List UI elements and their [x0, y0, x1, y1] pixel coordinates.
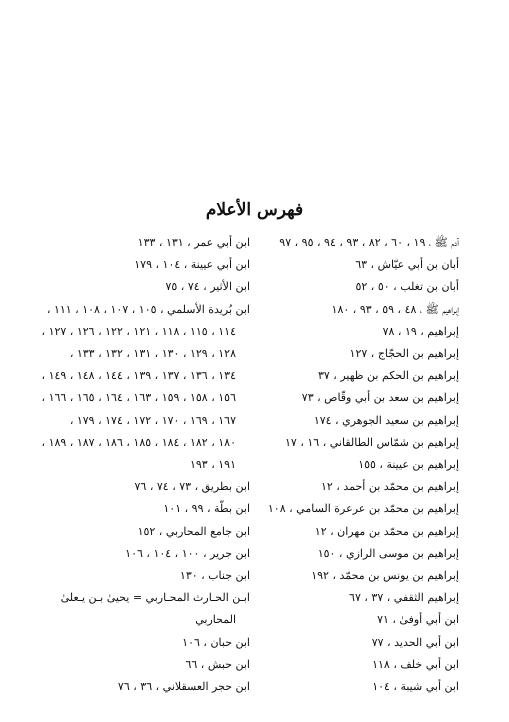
index-entry: ابن جامع المحاربي ، ١٥٢	[137, 524, 250, 538]
index-entry: إبراهيم بن يونس بن محمّد ، ١٩٢	[311, 569, 459, 583]
index-entry: ابن بطّة ، ٩٩ ، ١٠١	[163, 502, 250, 516]
index-entry: أبان بن أبي عيّاش ، ٦٣	[355, 258, 459, 272]
index-entry-continuation: ١٢٨ ، ١٢٩ ، ١٣٠ ، ١٣١ ، ١٣٢ ، ١٣٣ ،	[69, 347, 236, 361]
index-entry: إبراهيم بن محمّد بن عرعرة السامي ، ١٠٨	[267, 502, 459, 516]
index-entry: ابن جرير ، ١٠٠ ، ١٠٤ ، ١٠٦	[125, 546, 250, 560]
index-entry: آدم ﷺ ، ١٩ ، ٦٠ ، ٨٢ ، ٩٣ ، ٩٤ ، ٩٥ ، ٩٧	[279, 236, 459, 249]
index-entry: إبراهيم ﷺ ، ٤٨ ، ٥٩ ، ٩٣ ، ١٨٠	[331, 302, 459, 316]
index-entry-continuation: ١٩١ ، ١٩٣	[189, 458, 236, 472]
index-entry: إبراهيم بن محمّد بن مهران ، ١٢	[314, 524, 459, 538]
index-entry-continuation: ١١٤ ، ١١٥ ، ١١٨ ، ١٢١ ، ١٢٢ ، ١٢٦ ، ١٢٧ ،	[41, 324, 236, 338]
index-entry: ابن أبي أوفىٰ ، ٧١	[377, 613, 459, 627]
index-entry: إبراهيم الثقفي ، ٣٧ ، ٦٧	[349, 591, 459, 605]
index-entry-continuation: ١٣٤ ، ١٣٦ ، ١٣٧ ، ١٣٩ ، ١٤٤ ، ١٤٨ ، ١٤٩ ،	[41, 369, 236, 383]
index-entry: ابن أبي شيبة ، ١٠٤	[372, 680, 459, 694]
index-entry: ابن الأثير ، ٧٤ ، ٧٥	[165, 280, 250, 294]
index-entry: إبراهيم بن سعيد الجوهري ، ١٧٤	[313, 413, 459, 427]
index-entry: ابن أبي عمر ، ١٣١ ، ١٣٣	[137, 236, 250, 249]
index-entry: ابن حبش ، ٦٦	[185, 657, 250, 671]
index-entry: ابن بُريدة الأسلمي ، ١٠٥ ، ١٠٧ ، ١٠٨ ، ١١١ ،	[46, 302, 250, 316]
index-entry-continuation: ١٦٧ ، ١٦٩ ، ١٧٠ ، ١٧٢ ، ١٧٤ ، ١٧٩ ،	[69, 413, 236, 427]
index-entry: ابن بطريق ، ٧٣ ، ٧٤ ، ٧٦	[134, 480, 250, 494]
index-entry: ابن حجر العسقلاني ، ٣٦ ، ٧٦	[117, 680, 250, 694]
index-entry: ابن جناب ، ١٣٠	[179, 569, 250, 583]
index-entry: ابـن الحـارث المحـاربي = يحيىٰ بـن يـعلىٰ	[60, 591, 250, 605]
index-entry: ابن أبي الحديد ، ٧٧	[371, 635, 459, 649]
index-entry: إبراهيم بن الحجّاج ، ١٢٧	[349, 347, 459, 361]
index-entry: إبراهيم بن محمّد بن أحمد ، ١٢	[320, 480, 459, 494]
index-column-right	[254, 232, 459, 698]
index-entry: إبراهيم ، ١٩ ، ٧٨	[382, 324, 459, 338]
index-entry: أبان بن تغلب ، ٥٠ ، ٥٢	[355, 280, 459, 294]
index-entry: ابن حبان ، ١٠٦	[182, 635, 250, 649]
index-column-left	[20, 232, 250, 698]
index-entry-continuation: ١٨٠ ، ١٨٢ ، ١٨٤ ، ١٨٥ ، ١٨٦ ، ١٨٧ ، ١٨٩ ،	[41, 435, 236, 449]
index-entry: إبراهيم بن عيينة ، ١٥٥	[358, 458, 459, 472]
index-entry: إبراهيم بن شمّاس الطالقاني ، ١٦ ، ١٧	[285, 435, 459, 449]
index-entry-continuation: المحاربي	[195, 613, 236, 627]
index-entry: إبراهيم بن الحكم بن ظهير ، ٣٧	[317, 369, 459, 383]
index-entry: ابن أبي عيينة ، ١٠٤ ، ١٧٩	[134, 258, 250, 272]
index-entry: إبراهيم بن سعد بن أبي وقّاص ، ٧٣	[301, 391, 459, 405]
index-entry: إبراهيم بن موسى الرازي ، ١٥٠	[317, 546, 459, 560]
index-entry: ابن أبي خلف ، ١١٨	[372, 657, 459, 671]
page-title: فهرس الأعلام	[205, 200, 304, 220]
index-entry-continuation: ١٥٦ ، ١٥٨ ، ١٥٩ ، ١٦٣ ، ١٦٤ ، ١٦٥ ، ١٦٦ ،	[41, 391, 236, 405]
